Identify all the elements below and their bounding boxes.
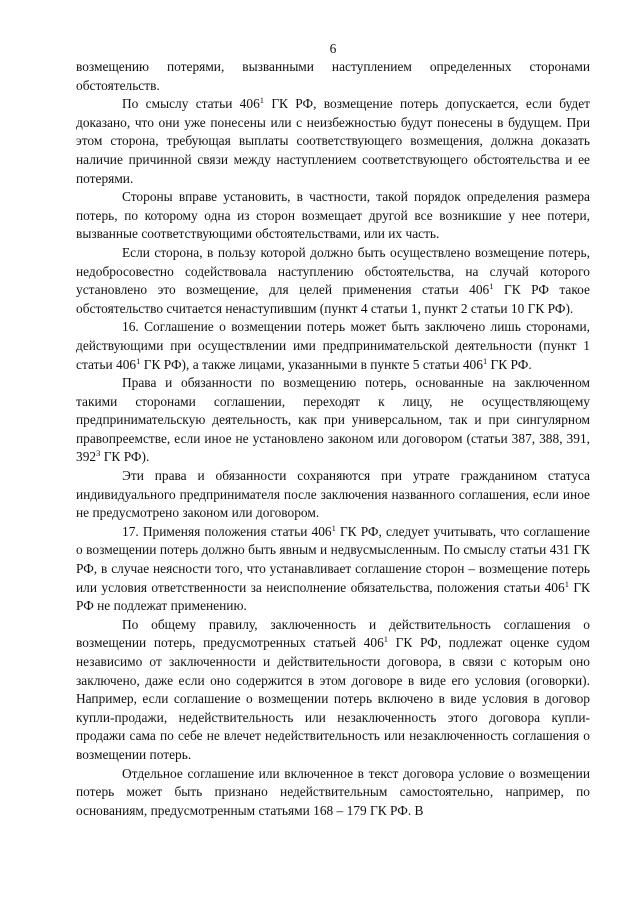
text-run: ГК РФ.	[487, 356, 532, 372]
text-run: ГК РФ, следует учитывать, что соглашение о возмещении потерь должно быть явным и недвусмысленным. По смыслу статьи 431 ГК РФ, в случае неясности того, что устанавливает соглашение сторон – возмещение потерь или условия ответственности за неисполнение обязательства, положения статьи 406	[76, 523, 590, 595]
superscript-index: 1	[489, 281, 494, 292]
text-run: ГК РФ, возмещение потерь допускается, если будет доказано, что они уже понесены или с неизбежностью будут понесены в будущем. При этом сторона, требующая выплаты соответствующего возмещения, должна доказать наличие причинной связи между наступлением соответствующего обстоятельства и ее потерями.	[76, 96, 590, 186]
text-run: Права и обязанности по возмещению потерь, основанные на заключенном такими сторонами соглашении, переходят к лицу, не осуществляющему предпринимательскую деятельность, как при универсальном, так и при сингулярном правопреемстве, если иное не установлено законом или договором (статьи 387, 388, 391, 392	[76, 375, 590, 465]
paragraph	[76, 523, 590, 616]
text-run: ГК РФ, подлежат оценке судом независимо от заключенности и действительности договора, в связи с которым оно заключено, даже если оно содержится в этом договоре в виде его условия (оговорки). Например, если соглашение о возмещении потерь включено в виде условия в договор купли-продажи, недействительность или незаключенность этого договора купли-продажи сама по себе не влечет недействительность или незаключенность соглашения о возмещении потерь.	[76, 635, 590, 762]
paragraph	[76, 58, 590, 95]
paragraph	[76, 765, 590, 821]
paragraph	[76, 188, 590, 244]
paragraph	[76, 244, 590, 318]
text-run: По смыслу статьи 406	[122, 96, 260, 112]
text-run: ГК РФ).	[100, 449, 150, 465]
text-run: ГК РФ такое обстоятельство считается ненаступившим (пункт 4 статьи 1, пункт 2 статьи 10 ГК РФ).	[76, 282, 590, 316]
superscript-index: 1	[259, 95, 265, 106]
page-number: 6	[329, 41, 337, 56]
paragraph	[76, 467, 590, 523]
paragraph	[76, 374, 590, 467]
document-body	[76, 58, 590, 820]
superscript-index: 1	[136, 355, 141, 366]
superscript-index: 1	[383, 634, 389, 645]
text-run: По общему правилу, заключенность и действительность соглашения о возмещении потерь, предусмотренных статьей 406	[76, 616, 590, 651]
text-run: ГК РФ не подлежат применению.	[76, 579, 590, 614]
text-run: 17. Применяя положения статьи 406	[122, 523, 332, 539]
superscript-index: 1	[564, 578, 569, 589]
text-run: Если сторона, в пользу которой должно быть осуществлено возмещение потерь, недобросовестно содействовала наступлению обстоятельства, на случай которого установлено это возмещение, для целей применения статьи 406	[76, 244, 590, 298]
paragraph	[76, 318, 590, 374]
text-run: Отдельное соглашение или включенное в текст договора условие о возмещении потерь может быть признано недействительным самостоятельно, например, по основаниям, предусмотренным статьями 168 – 179 ГК РФ. В	[76, 765, 590, 818]
superscript-index: 1	[331, 522, 336, 533]
text-run: Стороны вправе установить, в частности, такой порядок определения размера потерь, по которому одна из сторон возмещает другой все возникшие у нее потери, вызванные соответствующими обстоятельствами, или их часть.	[76, 189, 590, 242]
text-run: возмещению потерями, вызванными наступлением определенных сторонами обстоятельств.	[76, 59, 590, 93]
paragraph	[76, 95, 590, 188]
text-run: 16. Соглашение о возмещении потерь может быть заключено лишь сторонами, действующими при осуществлении ими предпринимательской деятельности (пункт 1 статьи 406	[76, 319, 590, 372]
paragraph	[76, 616, 590, 765]
text-run: Эти права и обязанности сохраняются при утрате гражданином статуса индивидуального предпринимателя после заключения названного соглашения, если иное не предусмотрено законом или договором.	[76, 468, 590, 521]
text-run: ГК РФ), а также лицами, указанными в пункте 5 статьи 406	[140, 356, 483, 372]
superscript-index: 1	[482, 355, 488, 366]
superscript-index: 3	[96, 448, 101, 459]
